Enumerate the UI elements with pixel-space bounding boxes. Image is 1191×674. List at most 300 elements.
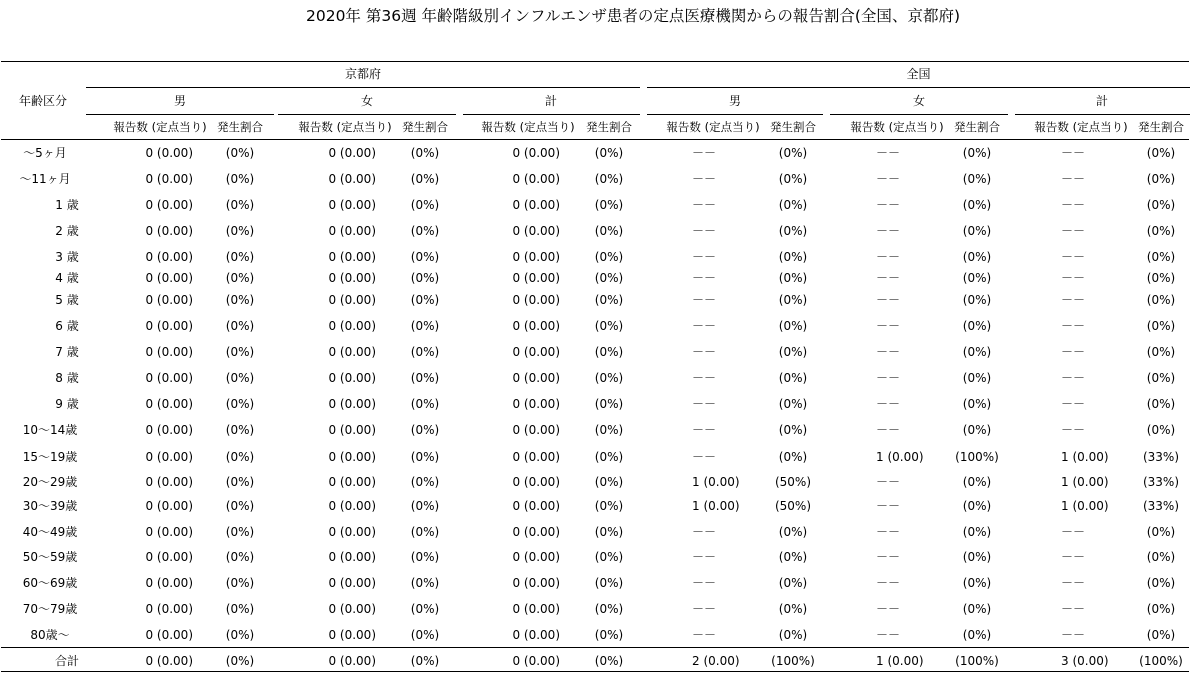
ratio-cell: (0%) bbox=[962, 397, 992, 411]
report-count-cell: －－ bbox=[1061, 224, 1086, 238]
national-header-rule bbox=[647, 87, 1190, 88]
report-count-cell: －－ bbox=[692, 423, 717, 437]
ratio-cell: (0%) bbox=[225, 224, 255, 238]
report-count-cell: 0 (0.00) bbox=[328, 146, 376, 160]
age-label: ～5ヶ月 bbox=[23, 146, 67, 160]
report-count-cell: 0 (0.00) bbox=[328, 198, 376, 212]
ratio-cell: (0%) bbox=[225, 397, 255, 411]
ratio-cell: (0%) bbox=[594, 224, 624, 238]
report-count-cell: 1 (0.00) bbox=[692, 499, 740, 513]
page-title: 2020年 第36週 年齢階級別インフルエンザ患者の定点医療機関からの報告割合(全国、京都府) bbox=[305, 7, 960, 25]
ratio-cell: (0%) bbox=[1146, 345, 1176, 359]
report-count-cell: 0 (0.00) bbox=[512, 475, 560, 489]
reports-subheader: 報告数 (定点当り) bbox=[1034, 120, 1128, 134]
report-count-cell: －－ bbox=[692, 172, 717, 186]
ratio-cell: (0%) bbox=[778, 319, 808, 333]
ratio-cell: (0%) bbox=[410, 293, 440, 307]
report-count-cell: 0 (0.00) bbox=[145, 319, 193, 333]
ratio-cell: (0%) bbox=[225, 172, 255, 186]
report-count-cell: －－ bbox=[876, 345, 901, 359]
ratio-cell: (0%) bbox=[410, 654, 440, 668]
report-count-cell: 0 (0.00) bbox=[512, 371, 560, 385]
report-count-cell: 0 (0.00) bbox=[145, 293, 193, 307]
ratio-cell: (0%) bbox=[410, 198, 440, 212]
report-count-cell: －－ bbox=[692, 271, 717, 285]
ratio-cell: (0%) bbox=[410, 319, 440, 333]
sex-header-rule-3 bbox=[463, 114, 640, 115]
report-count-cell: 0 (0.00) bbox=[512, 423, 560, 437]
report-count-cell: －－ bbox=[1061, 550, 1086, 564]
ratio-cell: (0%) bbox=[778, 198, 808, 212]
report-count-cell: 1 (0.00) bbox=[692, 475, 740, 489]
report-count-cell: 0 (0.00) bbox=[145, 628, 193, 642]
ratio-cell: (0%) bbox=[962, 525, 992, 539]
ratio-cell: (33%) bbox=[1142, 450, 1180, 464]
report-count-cell: 0 (0.00) bbox=[328, 525, 376, 539]
ratio-cell: (0%) bbox=[1146, 423, 1176, 437]
ratio-cell: (0%) bbox=[225, 550, 255, 564]
report-count-cell: 0 (0.00) bbox=[328, 345, 376, 359]
ratio-cell: (0%) bbox=[594, 576, 624, 590]
ratio-cell: (0%) bbox=[594, 475, 624, 489]
ratio-subheader: 発生割合 bbox=[954, 120, 1000, 134]
report-count-cell: －－ bbox=[876, 293, 901, 307]
report-count-cell: －－ bbox=[876, 550, 901, 564]
report-count-cell: －－ bbox=[876, 525, 901, 539]
sex-header: 女 bbox=[912, 94, 925, 108]
report-count-cell: －－ bbox=[876, 475, 901, 489]
age-label: ～11ヶ月 bbox=[19, 172, 71, 186]
ratio-cell: (0%) bbox=[594, 499, 624, 513]
report-count-cell: 0 (0.00) bbox=[512, 172, 560, 186]
report-count-cell: 0 (0.00) bbox=[512, 146, 560, 160]
report-count-cell: －－ bbox=[1061, 271, 1086, 285]
report-count-cell: －－ bbox=[692, 628, 717, 642]
ratio-cell: (0%) bbox=[1146, 198, 1176, 212]
report-count-cell: 0 (0.00) bbox=[145, 224, 193, 238]
ratio-cell: (0%) bbox=[594, 172, 624, 186]
report-count-cell: 0 (0.00) bbox=[328, 628, 376, 642]
sex-header: 女 bbox=[360, 94, 373, 108]
report-count-cell: －－ bbox=[876, 250, 901, 264]
report-count-cell: －－ bbox=[876, 628, 901, 642]
age-label: 3 歳 bbox=[55, 250, 79, 264]
ratio-cell: (0%) bbox=[962, 146, 992, 160]
age-column-header: 年齢区分 bbox=[18, 94, 67, 108]
ratio-cell: (0%) bbox=[410, 576, 440, 590]
report-count-cell: －－ bbox=[876, 371, 901, 385]
ratio-cell: (0%) bbox=[594, 550, 624, 564]
ratio-cell: (0%) bbox=[962, 423, 992, 437]
report-count-cell: －－ bbox=[876, 224, 901, 238]
report-count-cell: 1 (0.00) bbox=[1061, 475, 1109, 489]
report-count-cell: 0 (0.00) bbox=[328, 475, 376, 489]
ratio-cell: (0%) bbox=[410, 475, 440, 489]
report-count-cell: －－ bbox=[1061, 198, 1086, 212]
report-count-cell: 0 (0.00) bbox=[512, 198, 560, 212]
report-count-cell: 0 (0.00) bbox=[145, 345, 193, 359]
ratio-cell: (50%) bbox=[774, 499, 812, 513]
ratio-cell: (0%) bbox=[778, 450, 808, 464]
report-count-cell: 0 (0.00) bbox=[328, 576, 376, 590]
report-count-cell: －－ bbox=[876, 271, 901, 285]
sex-header-rule-4 bbox=[647, 114, 823, 115]
report-count-cell: －－ bbox=[1061, 628, 1086, 642]
report-count-cell: －－ bbox=[1061, 602, 1086, 616]
ratio-cell: (0%) bbox=[225, 146, 255, 160]
ratio-cell: (0%) bbox=[778, 423, 808, 437]
ratio-cell: (100%) bbox=[955, 654, 999, 668]
report-count-cell: 0 (0.00) bbox=[328, 397, 376, 411]
ratio-cell: (0%) bbox=[594, 628, 624, 642]
ratio-cell: (0%) bbox=[778, 172, 808, 186]
ratio-cell: (0%) bbox=[225, 576, 255, 590]
report-count-cell: －－ bbox=[692, 146, 717, 160]
report-count-cell: －－ bbox=[1061, 371, 1086, 385]
ratio-cell: (100%) bbox=[955, 450, 999, 464]
ratio-cell: (0%) bbox=[225, 345, 255, 359]
ratio-cell: (0%) bbox=[410, 450, 440, 464]
table-bottom-rule bbox=[1, 671, 1189, 672]
reports-subheader: 報告数 (定点当り) bbox=[850, 120, 944, 134]
ratio-cell: (0%) bbox=[225, 371, 255, 385]
ratio-cell: (0%) bbox=[594, 602, 624, 616]
report-count-cell: －－ bbox=[692, 525, 717, 539]
ratio-cell: (0%) bbox=[1146, 319, 1176, 333]
ratio-cell: (0%) bbox=[225, 293, 255, 307]
ratio-cell: (0%) bbox=[410, 423, 440, 437]
report-count-cell: －－ bbox=[876, 198, 901, 212]
ratio-cell: (0%) bbox=[962, 345, 992, 359]
ratio-cell: (0%) bbox=[594, 293, 624, 307]
report-count-cell: －－ bbox=[692, 250, 717, 264]
ratio-cell: (0%) bbox=[225, 602, 255, 616]
ratio-cell: (0%) bbox=[225, 475, 255, 489]
sex-header: 計 bbox=[1095, 94, 1108, 108]
report-count-cell: 0 (0.00) bbox=[145, 654, 193, 668]
report-count-cell: 0 (0.00) bbox=[512, 499, 560, 513]
report-count-cell: 0 (0.00) bbox=[512, 602, 560, 616]
report-count-cell: －－ bbox=[876, 319, 901, 333]
ratio-cell: (0%) bbox=[962, 371, 992, 385]
ratio-cell: (0%) bbox=[1146, 602, 1176, 616]
report-count-cell: 0 (0.00) bbox=[145, 475, 193, 489]
header-bottom-rule bbox=[1, 139, 1189, 140]
report-count-cell: 0 (0.00) bbox=[145, 423, 193, 437]
report-count-cell: －－ bbox=[1061, 397, 1086, 411]
ratio-cell: (0%) bbox=[225, 250, 255, 264]
ratio-subheader: 発生割合 bbox=[770, 120, 816, 134]
reports-subheader: 報告数 (定点当り) bbox=[298, 120, 392, 134]
ratio-cell: (0%) bbox=[962, 499, 992, 513]
ratio-cell: (0%) bbox=[410, 146, 440, 160]
ratio-cell: (100%) bbox=[1139, 654, 1183, 668]
report-count-cell: 0 (0.00) bbox=[512, 293, 560, 307]
report-count-cell: －－ bbox=[876, 172, 901, 186]
report-count-cell: －－ bbox=[876, 397, 901, 411]
ratio-cell: (0%) bbox=[594, 654, 624, 668]
report-count-cell: －－ bbox=[876, 499, 901, 513]
ratio-cell: (0%) bbox=[962, 602, 992, 616]
ratio-cell: (0%) bbox=[962, 576, 992, 590]
ratio-cell: (0%) bbox=[1146, 224, 1176, 238]
ratio-cell: (0%) bbox=[778, 628, 808, 642]
report-count-cell: －－ bbox=[692, 397, 717, 411]
region-header-kyoto: 京都府 bbox=[344, 67, 381, 81]
report-count-cell: －－ bbox=[692, 602, 717, 616]
report-count-cell: 0 (0.00) bbox=[328, 271, 376, 285]
ratio-cell: (0%) bbox=[778, 602, 808, 616]
ratio-cell: (0%) bbox=[225, 271, 255, 285]
report-count-cell: 0 (0.00) bbox=[512, 319, 560, 333]
report-count-cell: 1 (0.00) bbox=[1061, 450, 1109, 464]
report-count-cell: －－ bbox=[1061, 576, 1086, 590]
report-count-cell: 0 (0.00) bbox=[145, 271, 193, 285]
report-count-cell: 0 (0.00) bbox=[145, 371, 193, 385]
age-label: 50～59歳 bbox=[22, 550, 78, 564]
report-count-cell: 0 (0.00) bbox=[145, 550, 193, 564]
ratio-cell: (0%) bbox=[594, 525, 624, 539]
reports-subheader: 報告数 (定点当り) bbox=[113, 120, 207, 134]
report-count-cell: 1 (0.00) bbox=[1061, 499, 1109, 513]
report-count-cell: －－ bbox=[1061, 293, 1086, 307]
ratio-cell: (0%) bbox=[778, 250, 808, 264]
total-label: 合計 bbox=[54, 654, 79, 668]
report-count-cell: －－ bbox=[692, 371, 717, 385]
table-top-rule bbox=[1, 61, 1189, 62]
ratio-cell: (0%) bbox=[410, 371, 440, 385]
ratio-cell: (0%) bbox=[410, 602, 440, 616]
ratio-cell: (0%) bbox=[1146, 576, 1176, 590]
report-count-cell: －－ bbox=[1061, 146, 1086, 160]
ratio-cell: (0%) bbox=[225, 499, 255, 513]
report-count-cell: 0 (0.00) bbox=[145, 602, 193, 616]
ratio-cell: (0%) bbox=[594, 271, 624, 285]
ratio-cell: (0%) bbox=[594, 450, 624, 464]
report-count-cell: 3 (0.00) bbox=[1061, 654, 1109, 668]
report-count-cell: 0 (0.00) bbox=[512, 224, 560, 238]
ratio-cell: (0%) bbox=[962, 250, 992, 264]
report-count-cell: 0 (0.00) bbox=[328, 654, 376, 668]
report-count-cell: 0 (0.00) bbox=[512, 576, 560, 590]
ratio-cell: (0%) bbox=[225, 654, 255, 668]
report-count-cell: 0 (0.00) bbox=[512, 271, 560, 285]
ratio-cell: (0%) bbox=[594, 371, 624, 385]
ratio-subheader: 発生割合 bbox=[402, 120, 448, 134]
report-count-cell: －－ bbox=[692, 345, 717, 359]
age-label: 4 歳 bbox=[55, 271, 79, 285]
ratio-cell: (0%) bbox=[410, 550, 440, 564]
ratio-cell: (0%) bbox=[1146, 271, 1176, 285]
ratio-cell: (0%) bbox=[962, 550, 992, 564]
report-count-cell: 0 (0.00) bbox=[328, 371, 376, 385]
ratio-subheader: 発生割合 bbox=[217, 120, 263, 134]
report-count-cell: 0 (0.00) bbox=[512, 345, 560, 359]
age-label: 30～39歳 bbox=[22, 499, 78, 513]
report-count-cell: －－ bbox=[1061, 345, 1086, 359]
ratio-cell: (0%) bbox=[594, 198, 624, 212]
report-count-cell: 0 (0.00) bbox=[328, 293, 376, 307]
report-count-cell: 2 (0.00) bbox=[692, 654, 740, 668]
report-count-cell: 0 (0.00) bbox=[145, 198, 193, 212]
ratio-cell: (0%) bbox=[1146, 397, 1176, 411]
age-label: 2 歳 bbox=[55, 224, 79, 238]
ratio-cell: (0%) bbox=[594, 423, 624, 437]
age-label: 20～29歳 bbox=[22, 475, 78, 489]
ratio-cell: (0%) bbox=[1146, 371, 1176, 385]
report-count-cell: －－ bbox=[692, 319, 717, 333]
ratio-cell: (0%) bbox=[1146, 525, 1176, 539]
report-count-cell: －－ bbox=[692, 576, 717, 590]
report-count-cell: 0 (0.00) bbox=[328, 423, 376, 437]
ratio-cell: (0%) bbox=[594, 250, 624, 264]
report-count-cell: －－ bbox=[1061, 423, 1086, 437]
age-label: 10～14歳 bbox=[22, 423, 78, 437]
region-header-national: 全国 bbox=[906, 67, 931, 81]
ratio-cell: (0%) bbox=[962, 172, 992, 186]
report-count-cell: 0 (0.00) bbox=[145, 450, 193, 464]
ratio-cell: (0%) bbox=[594, 146, 624, 160]
report-count-cell: 0 (0.00) bbox=[328, 224, 376, 238]
report-count-cell: 0 (0.00) bbox=[145, 576, 193, 590]
ratio-cell: (0%) bbox=[225, 450, 255, 464]
reports-subheader: 報告数 (定点当り) bbox=[666, 120, 760, 134]
report-count-cell: －－ bbox=[876, 423, 901, 437]
ratio-cell: (33%) bbox=[1142, 475, 1180, 489]
ratio-cell: (0%) bbox=[410, 271, 440, 285]
ratio-cell: (0%) bbox=[962, 628, 992, 642]
ratio-subheader: 発生割合 bbox=[1138, 120, 1184, 134]
ratio-cell: (0%) bbox=[962, 475, 992, 489]
report-count-cell: 0 (0.00) bbox=[145, 397, 193, 411]
report-count-cell: 0 (0.00) bbox=[512, 250, 560, 264]
ratio-cell: (0%) bbox=[594, 319, 624, 333]
ratio-cell: (0%) bbox=[410, 172, 440, 186]
report-count-cell: 0 (0.00) bbox=[145, 250, 193, 264]
report-count-cell: 0 (0.00) bbox=[145, 499, 193, 513]
ratio-cell: (0%) bbox=[225, 423, 255, 437]
report-count-cell: －－ bbox=[692, 450, 717, 464]
report-count-cell: 0 (0.00) bbox=[328, 319, 376, 333]
age-label: 6 歳 bbox=[55, 319, 79, 333]
report-count-cell: 0 (0.00) bbox=[512, 397, 560, 411]
sex-header: 男 bbox=[173, 94, 186, 108]
report-count-cell: －－ bbox=[692, 550, 717, 564]
report-count-cell: 1 (0.00) bbox=[876, 654, 924, 668]
ratio-cell: (0%) bbox=[778, 550, 808, 564]
report-count-cell: －－ bbox=[1061, 319, 1086, 333]
ratio-cell: (0%) bbox=[410, 224, 440, 238]
age-label: 70～79歳 bbox=[22, 602, 78, 616]
report-count-cell: －－ bbox=[876, 146, 901, 160]
ratio-cell: (0%) bbox=[962, 224, 992, 238]
report-count-cell: 0 (0.00) bbox=[328, 250, 376, 264]
ratio-cell: (0%) bbox=[225, 198, 255, 212]
total-top-rule bbox=[1, 647, 1189, 648]
kyoto-header-rule bbox=[86, 87, 640, 88]
ratio-cell: (0%) bbox=[225, 319, 255, 333]
report-count-cell: 0 (0.00) bbox=[145, 146, 193, 160]
report-count-cell: －－ bbox=[1061, 525, 1086, 539]
ratio-cell: (0%) bbox=[778, 371, 808, 385]
report-count-cell: －－ bbox=[876, 576, 901, 590]
report-count-cell: －－ bbox=[692, 224, 717, 238]
ratio-cell: (0%) bbox=[962, 271, 992, 285]
ratio-cell: (0%) bbox=[778, 525, 808, 539]
ratio-cell: (0%) bbox=[410, 628, 440, 642]
ratio-cell: (0%) bbox=[1146, 250, 1176, 264]
report-count-cell: 0 (0.00) bbox=[512, 628, 560, 642]
ratio-cell: (0%) bbox=[1146, 146, 1176, 160]
ratio-cell: (0%) bbox=[778, 224, 808, 238]
age-label: 15～19歳 bbox=[22, 450, 78, 464]
ratio-cell: (0%) bbox=[962, 198, 992, 212]
age-label: 7 歳 bbox=[55, 345, 79, 359]
ratio-cell: (0%) bbox=[410, 525, 440, 539]
report-count-cell: 0 (0.00) bbox=[145, 172, 193, 186]
report-count-cell: 0 (0.00) bbox=[145, 525, 193, 539]
reports-subheader: 報告数 (定点当り) bbox=[481, 120, 575, 134]
ratio-cell: (0%) bbox=[410, 499, 440, 513]
ratio-cell: (50%) bbox=[774, 475, 812, 489]
sex-header-rule-1 bbox=[86, 114, 274, 115]
ratio-cell: (0%) bbox=[410, 397, 440, 411]
report-count-cell: 0 (0.00) bbox=[328, 550, 376, 564]
ratio-cell: (0%) bbox=[410, 250, 440, 264]
sex-header: 男 bbox=[728, 94, 741, 108]
ratio-cell: (0%) bbox=[1146, 293, 1176, 307]
ratio-cell: (0%) bbox=[1146, 550, 1176, 564]
report-count-cell: 0 (0.00) bbox=[328, 499, 376, 513]
ratio-cell: (100%) bbox=[771, 654, 815, 668]
age-label: 8 歳 bbox=[55, 371, 79, 385]
age-label: 1 歳 bbox=[55, 198, 79, 212]
ratio-cell: (0%) bbox=[778, 576, 808, 590]
ratio-cell: (0%) bbox=[778, 345, 808, 359]
ratio-cell: (0%) bbox=[410, 345, 440, 359]
ratio-cell: (0%) bbox=[1146, 628, 1176, 642]
report-count-cell: 0 (0.00) bbox=[512, 550, 560, 564]
ratio-cell: (0%) bbox=[962, 319, 992, 333]
ratio-cell: (0%) bbox=[594, 397, 624, 411]
sex-header-rule-5 bbox=[830, 114, 1008, 115]
report-count-cell: －－ bbox=[876, 602, 901, 616]
sex-header-rule-6 bbox=[1015, 114, 1190, 115]
report-count-cell: －－ bbox=[692, 198, 717, 212]
sex-header-rule-2 bbox=[278, 114, 456, 115]
ratio-cell: (0%) bbox=[778, 271, 808, 285]
report-count-cell: －－ bbox=[1061, 172, 1086, 186]
ratio-cell: (0%) bbox=[594, 345, 624, 359]
ratio-cell: (0%) bbox=[1146, 172, 1176, 186]
ratio-cell: (0%) bbox=[778, 293, 808, 307]
ratio-cell: (0%) bbox=[225, 525, 255, 539]
sex-header: 計 bbox=[544, 94, 557, 108]
age-label: 5 歳 bbox=[55, 293, 79, 307]
ratio-cell: (0%) bbox=[225, 628, 255, 642]
ratio-subheader: 発生割合 bbox=[586, 120, 632, 134]
ratio-cell: (0%) bbox=[778, 397, 808, 411]
report-count-cell: 0 (0.00) bbox=[328, 172, 376, 186]
report-count-cell: －－ bbox=[692, 293, 717, 307]
report-count-cell: 1 (0.00) bbox=[876, 450, 924, 464]
report-count-cell: 0 (0.00) bbox=[512, 654, 560, 668]
ratio-cell: (0%) bbox=[962, 293, 992, 307]
age-label: 9 歳 bbox=[55, 397, 79, 411]
report-count-cell: 0 (0.00) bbox=[512, 450, 560, 464]
age-label: 40～49歳 bbox=[22, 525, 78, 539]
age-label: 80歳～ bbox=[30, 628, 70, 642]
